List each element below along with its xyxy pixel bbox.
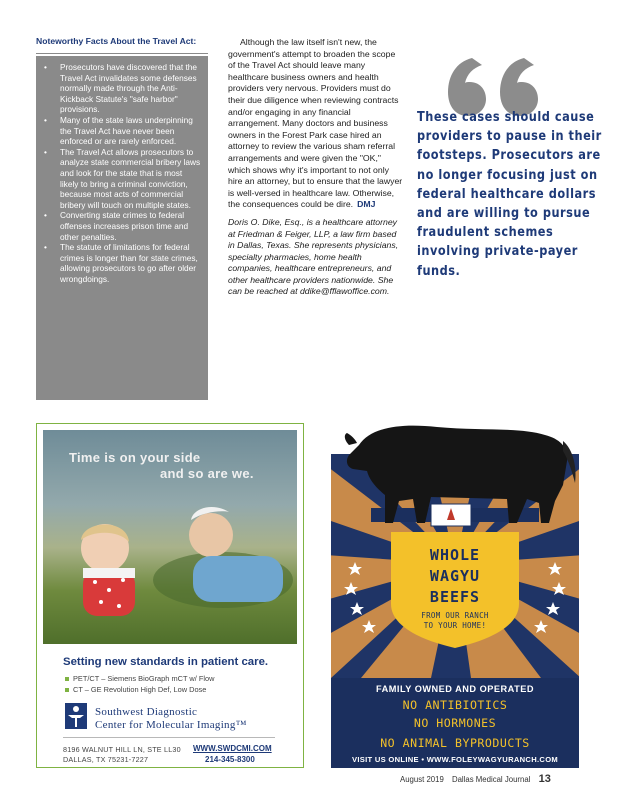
fact-item: • Converting state crimes to federal offenses increases prison time and other penalties. (44, 210, 189, 242)
wagyu-title-3: BEEFS (429, 588, 481, 606)
wagyu-claim-2: NO HORMONES (413, 716, 497, 730)
grandparent-child-photo (43, 430, 297, 644)
author-bio: Doris O. Dike, Esq., is a healthcare attorney at Friedman & Feiger, LLP, a law firm based in Dallas, Texas. She represents physicians, specialty pharmacies, home health companies, healthcare entrepreneurs, and other healthcare providers nationwide. She can be reached at ddike@fflawoffice.com. (228, 216, 399, 297)
logo-line-2: Center for Molecular Imaging™ (95, 719, 247, 731)
article-body: Although the law itself isn't new, the government's attempt to broaden the scope of the Travel Act should leave many healthcare business owners and health providers very nervous. Providers must do their due diligence when reviewing contracts and/or engaging in any financial arrangement. Many doctors and business owners in the Forest Park case hired an attorney to review the various sham referral arrangements and were given the "OK," which shows why it's important to not only hire an attorney, but to ensure that the lawyer is well-versed in healthcare law. Otherwise, the consequences could be dire. DMJ (228, 37, 403, 210)
facts-list (40, 62, 202, 284)
issue-date: August 2019 (400, 775, 444, 784)
fact-item: • The Travel Act allows prosecutors to analyze state commercial bribery laws and look for the state that is most likely to bring a criminal conviction, because most acts of commercial bribery will touch on multiple states. (44, 146, 201, 210)
wagyu-claim-1: NO ANTIBIOTICS (402, 698, 508, 712)
cow-image (341, 405, 577, 525)
wagyu-website-link[interactable]: VISIT US ONLINE • WWW.FOLEYWAGYURANCH.COM (351, 755, 559, 764)
ad-bullet: PET/CT – Siemens BioGraph mCT w/ Flow (65, 674, 214, 683)
wagyu-title-2: WAGYU (429, 567, 481, 585)
wagyu-title-1: WHOLE (429, 546, 481, 564)
ad-divider (63, 737, 275, 738)
facts-box (36, 56, 208, 400)
wagyu-claim-3: NO ANIMAL BYPRODUCTS (380, 736, 530, 750)
publication-name: Dallas Medical Journal (451, 775, 531, 784)
ad-address-line-2: DALLAS, TX 75231-7227 (63, 755, 149, 764)
sidebar-title: Noteworthy Facts About the Travel Act: (36, 36, 208, 54)
ad-phone[interactable]: 214-345-8300 (205, 755, 255, 764)
fact-item: • The statute of limitations for federal crimes is longer than for state crimes, allowing prosecutors to go after older wrongdoings. (44, 242, 198, 284)
facts-sidebar (36, 36, 208, 400)
ad-tagline-2: and so are we. (160, 466, 254, 481)
sdcmi-logo-icon (65, 703, 87, 729)
page-folio (400, 773, 551, 785)
pull-quote: These cases should cause providers to pause in their footsteps. Prosecutors are no longer focusing just on federal healthcare dollars and are willing to pursue fraudulent schemes involving private-payer funds. (417, 110, 602, 279)
sdcmi-advertisement[interactable] (36, 423, 304, 768)
author-signature: DMJ (357, 199, 376, 210)
wagyu-family-line: FAMILY OWNED AND OPERATED (376, 684, 534, 694)
fact-item: • Many of the state laws underpinning the Travel Act have never been enforced or are rarely enforced. (44, 114, 193, 147)
wagyu-subtitle-1: FROM OUR RANCH (421, 611, 489, 620)
ad-tagline-1: Time is on your side (69, 450, 201, 465)
fact-item: • Prosecutors have discovered that the Travel Act invalidates some defenses normally made through the Anti-Kickback Statute's "safe harbor" provisions. (44, 62, 197, 115)
logo-line-1: Southwest Diagnostic (95, 706, 198, 718)
ad-website-link[interactable]: WWW.SWDCMI.COM (193, 744, 272, 753)
wagyu-subtitle-2: TO YOUR HOME! (423, 621, 487, 630)
article-column (228, 37, 404, 298)
page-number: 13 (538, 773, 551, 785)
ad-address-line-1: 8196 WALNUT HILL LN, STE LL30 (63, 745, 181, 754)
ad-bullet: CT – GE Revolution High Def, Low Dose (65, 685, 206, 694)
ad-headline: Setting new standards in patient care. (63, 656, 269, 668)
